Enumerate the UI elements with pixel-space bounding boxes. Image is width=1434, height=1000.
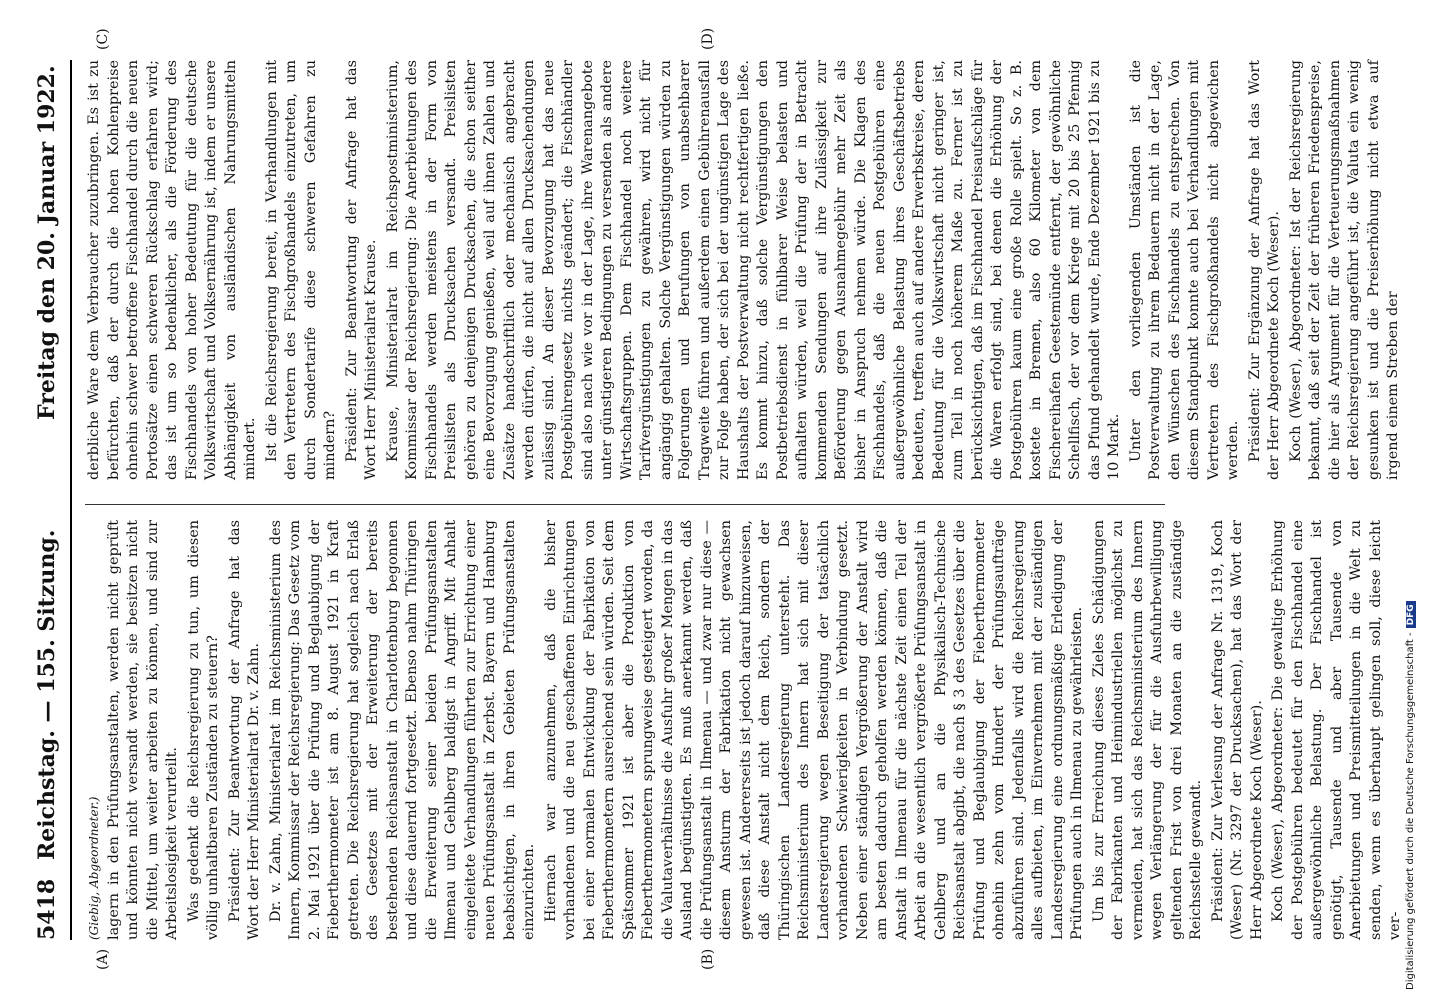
margin-marker-d: (D) [700, 27, 716, 50]
paragraph: Koch (Weser), Abgeordneter: Die gewaltige Erhöhung der Postgebühren bedeutet für den Fischhandel eine außergewöhnliche Belastung. Der Fischhandel ist genötigt, Tausende und aber Tausende von Anerbietungen und Preismitteilungen in die Welt zu senden, wenn es überhaupt gelingen soll, diese leicht ver- [1270, 520, 1403, 940]
paragraph: Unter den vorliegenden Umständen ist die Postverwaltung zu ihrem Bedauern nicht in der Lage, den Wünschen des Fischhandels zu entsprechen. Von diesem Standpunkt konnte auch bei Verhandlungen mit Vertretern des Fischgroßhandels nicht abgewichen werden. [1127, 60, 1241, 480]
paragraph: Koch (Weser), Abgeordneter: Ist der Reichsregierung bekannt, daß seit der Zeit der früheren Friedenspreise, die hier als Argument für die Verteuerungsmaßnahmen der Reichsregierung angeführt ist, die Valuta ein wenig gesunken ist und die Preiserhöhung nicht etwa auf irgend einem Streben der [1287, 60, 1401, 480]
paragraph: Präsident: Zur Verlesung der Anfrage Nr. 1319, Koch (Weser) (Nr. 3297 der Drucksachen), hat das Wort der Herr Abgeordnete Koch (Weser). [1209, 520, 1265, 940]
paragraph: Dr. v. Zahn, Ministerialrat im Reichsministerium des Innern, Kommissar der Reichsregierung: Das Gesetz vom 2. Mai 1921 über die Prüfung und Beglaubigung der Fieberthermometer ist am 8. August 1921 in Kraft getreten. Die Reichsregierung hat sogleich nach Erlaß des Gesetzes mit der Erweiterung der bereits bestehenden Reichsanstalt in Charlottenburg begonnen und diese dauernd fortgesetzt. Ebenso nahm Thüringen die Erweiterung seiner beiden Prüfungsanstalten Ilmenau und Gehlberg baldigst in Angriff. Mit Anhalt eingeleitete Verhandlungen führten zur Errichtung einer neuen Prüfungsanstalt in Zerbst. Bayern und Hamburg beabsichtigen, in ihren Gebieten Prüfungsanstalten einzurichten. [267, 520, 537, 940]
paragraph: Was gedenkt die Reichsregierung zu tun, um diesen völlig unhaltbaren Zuständen zu steuern? [185, 520, 221, 940]
margin-marker-b: (B) [700, 948, 716, 970]
paragraph: lagern in den Prüfungsanstalten, werden nicht geprüft und könnten nicht versandt werden, sie besitzen nicht die Mittel, um weiter arbeiten zu können, und sind zur Arbeitslosigkeit verurteilt. [105, 520, 180, 940]
margin-marker-c: (C) [95, 28, 111, 50]
paragraph: derbliche Ware dem Verbraucher zuzubringen. Es ist zu befürchten, daß der durch die hohen Kohlenpreise ohnehin schwer betroffene Fischhandel durch die neuen Portosätze einen schweren Rückschlag erfahren wird; das ist um so bedenklicher, als die Förderung des Fischhandels von hoher Bedeutung für die deutsche Volkswirtschaft und Volksernährung ist, indem er unsere Abhängigkeit von ausländischen Nahrungsmitteln mindert. [86, 60, 258, 480]
paragraph: Krause, Ministerialrat im Reichspostministerium, Kommissar der Reichsregierung: Die Anerbietungen des Fischhandels werden meistens in der Form von Preislisten als Drucksachen versandt. Preislisten gehören zu denjenigen Drucksachen, die schon seither eine Bevorzugung genießen, weil auf ihnen Zahlen und Zusätze handschriftlich oder mechanisch angebracht werden dürfen, die nicht auf allen Drucksachendungen zulässig sind. An dieser Bevorzugung hat das neue Postgebührengesetz nichts geändert; die Fischhändler sind also nach wie vor in der Lage, ihre Warenangebote unter günstigeren Bedingungen zu versenden als andere Wirtschaftsgruppen. Dem Fischhandel noch weitere Tarifvergünstigungen zu gewähren, wird nicht für angängig gehalten. Solche Vergünstigungen würden zu Folgerungen und Berufungen von unabsehbarer Tragweite führen und außerdem einen Gebührenausfall zur Folge haben, der sich bei der ungünstigen Lage des Haushalts der Postverwaltung nicht rechtfertigen ließe. Es kommt hinzu, daß solche Vergünstigungen den Postbetriebsdienst in fühlbarer Weise belasten und aufhalten würden, weil die Prüfung der in Betracht kommenden Sendungen auf ihre Zulässigkeit zur Beförderung gegen Ausnahmegebühr mehr Zeit als bisher in Anspruch nehmen würde. Die Klagen des Fischhandels, daß die neuen Postgebühren eine außergewöhnliche Belastung ihres Geschäftsbetriebs bedeuten, treffen auch auf andere Erwerbskreise, deren Bedeutung für die Volkswirtschaft nicht geringer ist, zum Teil in noch höherem Maße zu. Ferner ist zu berücksichtigen, daß im Fischhandel Preisaufschläge für die Waren erfolgt sind, bei denen die Erhöhung der Postgebühren kaum eine große Rolle spielt. So z. B. kostete in Bremen, also 60 Kilometer von dem Fischereihafen Geestemünde entfernt, der gewöhnliche Schellfisch, der vor dem Kriege mit 20 bis 25 Pfennig das Pfund gehandelt wurde, Ende Dezember 1921 bis zu 10 Mark. [384, 60, 1122, 480]
page-header [30, 60, 72, 940]
digitization-note [1405, 601, 1416, 990]
paragraph: Ist die Reichsregierung bereit, in Verhandlungen mit den Vertretern des Fischgroßhandels einzutreten, um durch Sondertarife diese schweren Gefahren zu mindern? [263, 60, 338, 480]
session-title: Reichstag. — 155. Sitzung. [34, 529, 60, 860]
paragraph: Um bis zur Erreichung dieses Zieles Schädigungen der Fabrikanten und Heimindustriellen möglichst zu vermeiden, hat sich das Reichsministerium des Innern wegen Verlängerung der für die Ausfuhrbewilligung geltenden Frist von drei Monaten an die zuständige Reichsstelle gewandt. [1090, 520, 1204, 940]
paragraph: Präsident: Zur Ergänzung der Anfrage hat das Wort der Herr Abgeordnete Koch (Weser). [1246, 60, 1282, 480]
session-date: Freitag den 20. Januar 1922. [34, 65, 60, 420]
left-column [85, 520, 1408, 940]
right-column [85, 60, 1406, 480]
margin-marker-a: (A) [95, 948, 111, 970]
paragraph: Präsident: Zur Beantwortung der Anfrage hat das Wort der Herr Ministerialrat Dr. v. Zahn. [226, 520, 262, 940]
digitization-text: Digitalisierung gefördert durch die Deutsche Forschungsgemeinschaft - [1405, 632, 1416, 990]
column-divider [85, 504, 1165, 505]
page-number: 5418 [34, 878, 60, 940]
dfg-logo: DFG [1406, 601, 1416, 628]
paragraph: Hiernach war anzunehmen, daß die bisher vorhandenen und die neu geschaffenen Einrichtungen bei einer normalen Entwicklung der Fabrikation von Fieberthermometern ausreichend sein würden. Seit dem Spätsommer 1921 ist aber die Produktion von Fieberthermometern sprungweise gesteigert worden, da die Valutaverhältnisse die Ausfuhr großer Mengen in das Ausland begünstigten. Es muß anerkannt werden, daß die Prüfungsanstalt in Ilmenau — und zwar nur diese — diesem Ansturm der Fabrikation nicht gewachsen gewesen ist. Andererseits ist jedoch darauf hinzuweisen, daß diese Anstalt nicht dem Reich, sondern der Thüringischen Landesregierung untersteht. Das Reichsministerium des Innern hat sich mit dieser Landesregierung wegen Beseitigung der tatsächlich vorhandenen Schwierigkeiten in Verbindung gesetzt. Neben einer ständigen Vergrößerung der Anstalt wird am besten dadurch geholfen werden können, daß die Anstalt in Ilmenau für die nächste Zeit einen Teil der Arbeit an die wesentlich vergrößerte Prüfungsanstalt in Gehlberg und an die Physikalisch-Technische Reichsanstalt abgibt, die nach § 3 des Gesetzes über die Prüfung und Beglaubigung der Fieberthermometer ohnehin zehn vom Hundert der Prüfungsaufträge abzuführen sind. Jedenfalls wird die Reichsregierung alles aufbieten, im Einvernehmen mit der zuständigen Landesregierung eine ordnungsmäßige Erledigung der Prüfungen auch in Ilmenau zu gewährleisten. [542, 520, 1085, 940]
speaker-continuation: (Giebig, Abgeordneter.) [87, 796, 101, 940]
paragraph: Präsident: Zur Beantwortung der Anfrage hat das Wort Herr Ministerialrat Krause. [343, 60, 379, 480]
